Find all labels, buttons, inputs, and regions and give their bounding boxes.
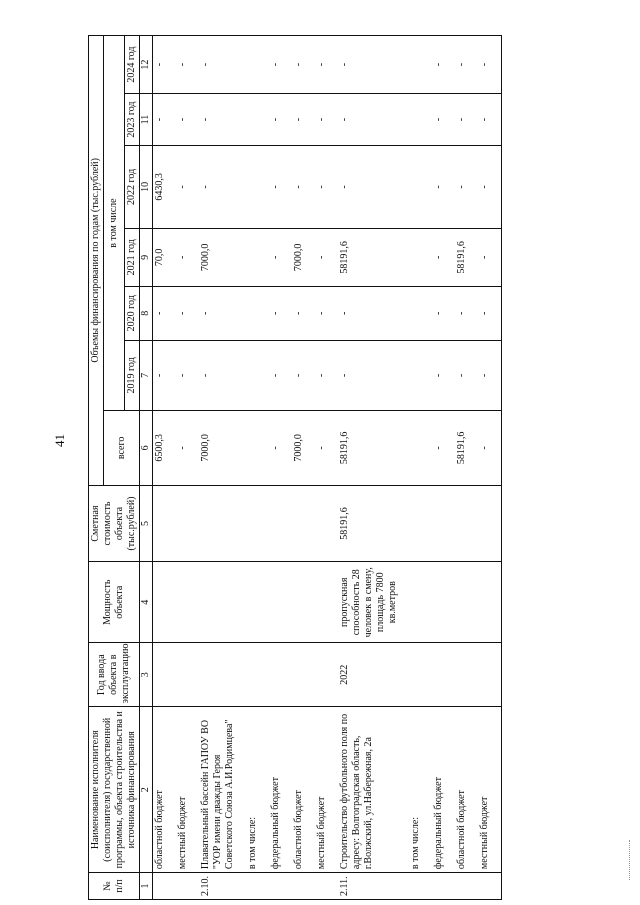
cell-cost xyxy=(432,485,455,562)
cell-year-value: - xyxy=(478,228,502,286)
cell-capacity xyxy=(315,562,338,643)
cell-year-value: - xyxy=(199,145,246,228)
table-row xyxy=(455,36,478,900)
cell-year xyxy=(455,643,478,707)
cell-cost xyxy=(315,485,338,562)
cell-year-value xyxy=(409,286,432,340)
cell-year-value: - xyxy=(338,94,409,146)
cell-year-value: - xyxy=(432,36,455,94)
cell-year-value: - xyxy=(432,145,455,228)
cell-capacity xyxy=(199,562,246,643)
cell-capacity xyxy=(153,562,177,643)
cell-year-value: - xyxy=(269,340,292,410)
cell-name: областной бюджет xyxy=(153,707,177,873)
cell-num xyxy=(478,873,502,900)
cell-total: 6500,3 xyxy=(153,411,177,486)
table-row xyxy=(176,36,199,900)
cell-total xyxy=(409,411,432,486)
cell-year-value: - xyxy=(478,36,502,94)
cell-year xyxy=(153,643,177,707)
cell-year-value xyxy=(409,228,432,286)
cell-year xyxy=(246,643,269,707)
col-number: 3 xyxy=(140,643,153,707)
header-cost: Сметная стоимость объекта (тыс.рублей) xyxy=(89,485,140,562)
table-body xyxy=(153,36,502,900)
cell-year-value: - xyxy=(176,36,199,94)
cell-year-value: - xyxy=(153,36,177,94)
cell-num: 2.10. xyxy=(199,873,246,900)
financing-table xyxy=(88,35,502,900)
cell-year-value: - xyxy=(455,286,478,340)
cell-name: областной бюджет xyxy=(455,707,478,873)
cell-year-value: - xyxy=(292,340,315,410)
cell-year-value: - xyxy=(338,145,409,228)
cell-num xyxy=(269,873,292,900)
cell-year-value: - xyxy=(292,94,315,146)
cell-year-value: - xyxy=(199,340,246,410)
cell-year-value: - xyxy=(269,228,292,286)
col-number: 9 xyxy=(140,228,153,286)
cell-cost xyxy=(199,485,246,562)
cell-year-value xyxy=(246,340,269,410)
table-row xyxy=(478,36,502,900)
cell-year-value: - xyxy=(432,228,455,286)
table-row xyxy=(246,36,269,900)
cell-total: 7000,0 xyxy=(292,411,315,486)
table-row xyxy=(409,36,432,900)
cell-year-value: - xyxy=(338,36,409,94)
cell-year-value: - xyxy=(153,286,177,340)
cell-year-value xyxy=(409,340,432,410)
cell-name: областной бюджет xyxy=(292,707,315,873)
header-2019: 2019 год xyxy=(125,340,140,410)
cell-capacity xyxy=(432,562,455,643)
cell-year-value: - xyxy=(292,286,315,340)
cell-year-value: 70,0 xyxy=(153,228,177,286)
cell-year-value: - xyxy=(269,145,292,228)
cell-cost xyxy=(455,485,478,562)
cell-year-value: - xyxy=(455,36,478,94)
header-2024: 2024 год xyxy=(125,36,140,94)
cell-name: Плавательный бассейн ГАПОУ ВО "УОР имени дважды Героя Советского Союза А.И.Родимцева" xyxy=(199,707,246,873)
table-row xyxy=(269,36,292,900)
cell-year-value: - xyxy=(338,286,409,340)
cell-year-value: - xyxy=(455,94,478,146)
column-number-row xyxy=(140,36,153,900)
cell-cost xyxy=(176,485,199,562)
cell-year-value xyxy=(409,145,432,228)
cell-year-value: - xyxy=(455,340,478,410)
cell-name: в том числе: xyxy=(246,707,269,873)
cell-year-value: - xyxy=(315,36,338,94)
cell-num xyxy=(315,873,338,900)
cell-name: Строительство футбольного поля по адресу: Волгоградская область, г.Волжский, ул.Набережная, 2а xyxy=(338,707,409,873)
cell-cost: 58191,6 xyxy=(338,485,409,562)
cell-cost xyxy=(153,485,177,562)
header-2021: 2021 год xyxy=(125,228,140,286)
cell-cost xyxy=(409,485,432,562)
cell-capacity xyxy=(455,562,478,643)
table-row xyxy=(338,36,409,900)
header-funding: Объемы финансирования по годам (тыс.рублей) xyxy=(89,36,104,486)
col-number: 10 xyxy=(140,145,153,228)
cell-total: - xyxy=(432,411,455,486)
cell-year-value: - xyxy=(478,286,502,340)
table-row xyxy=(432,36,455,900)
col-number: 1 xyxy=(140,873,153,900)
col-number: 6 xyxy=(140,411,153,486)
cell-capacity xyxy=(176,562,199,643)
table-row xyxy=(153,36,177,900)
cell-year-value xyxy=(246,145,269,228)
cell-capacity xyxy=(478,562,502,643)
cell-year-value: 7000,0 xyxy=(292,228,315,286)
cell-total: - xyxy=(269,411,292,486)
cell-year-value: - xyxy=(292,145,315,228)
cell-year xyxy=(315,643,338,707)
cell-total: 58191,6 xyxy=(338,411,409,486)
cell-total: 58191,6 xyxy=(455,411,478,486)
header-capacity: Мощность объекта xyxy=(89,562,140,643)
rotated-table-container xyxy=(88,35,568,900)
cell-year-value xyxy=(409,94,432,146)
cell-year xyxy=(176,643,199,707)
cell-year-value: - xyxy=(176,286,199,340)
cell-cost xyxy=(292,485,315,562)
cell-year-value: - xyxy=(153,340,177,410)
cell-year-value: - xyxy=(478,145,502,228)
table-row xyxy=(315,36,338,900)
header-year: Год ввода объекта в эксплуатацию xyxy=(89,643,140,707)
col-number: 8 xyxy=(140,286,153,340)
cell-num xyxy=(246,873,269,900)
cell-year xyxy=(432,643,455,707)
header-including: в том числе xyxy=(104,36,125,411)
col-number: 5 xyxy=(140,485,153,562)
cell-year-value: - xyxy=(315,145,338,228)
cell-year-value: - xyxy=(199,286,246,340)
col-number: 11 xyxy=(140,94,153,146)
col-number: 4 xyxy=(140,562,153,643)
cell-year xyxy=(292,643,315,707)
cell-num xyxy=(409,873,432,900)
cell-year-value xyxy=(246,286,269,340)
cell-num xyxy=(432,873,455,900)
table-row xyxy=(292,36,315,900)
cell-year-value: - xyxy=(199,94,246,146)
cell-num: 2.11. xyxy=(338,873,409,900)
cell-year-value: - xyxy=(176,94,199,146)
cell-year-value xyxy=(409,36,432,94)
cell-year-value: - xyxy=(315,228,338,286)
cell-name: местный бюджет xyxy=(478,707,502,873)
cell-year-value: - xyxy=(315,94,338,146)
cell-capacity xyxy=(292,562,315,643)
cell-year-value: - xyxy=(432,94,455,146)
cell-year-value: 6430,3 xyxy=(153,145,177,228)
cell-year-value: - xyxy=(315,286,338,340)
cell-name: федеральный бюджет xyxy=(432,707,455,873)
cell-num xyxy=(176,873,199,900)
cell-num xyxy=(292,873,315,900)
cell-capacity xyxy=(269,562,292,643)
cell-total: 7000,0 xyxy=(199,411,246,486)
cell-year-value: - xyxy=(432,340,455,410)
cell-year-value: 58191,6 xyxy=(338,228,409,286)
header-total: всего xyxy=(104,411,140,486)
cell-num xyxy=(455,873,478,900)
header-name: Наименование исполнителя (соисполнителя) государственной программы, объекта строительства и источника финансирования xyxy=(89,707,140,873)
cell-year-value: - xyxy=(199,36,246,94)
cell-year xyxy=(409,643,432,707)
col-number: 2 xyxy=(140,707,153,873)
cell-cost xyxy=(246,485,269,562)
cell-year-value xyxy=(246,36,269,94)
cell-num xyxy=(153,873,177,900)
header-2023: 2023 год xyxy=(125,94,140,146)
page-number: 41 xyxy=(52,434,67,447)
cell-year xyxy=(269,643,292,707)
cell-year-value: - xyxy=(176,340,199,410)
header-2022: 2022 год xyxy=(125,145,140,228)
cell-year-value xyxy=(246,94,269,146)
cell-name: федеральный бюджет xyxy=(269,707,292,873)
cell-year xyxy=(199,643,246,707)
cell-year-value: - xyxy=(176,228,199,286)
col-number: 12 xyxy=(140,36,153,94)
cell-year xyxy=(478,643,502,707)
cell-name: в том числе: xyxy=(409,707,432,873)
cell-year-value: - xyxy=(269,286,292,340)
cell-total xyxy=(246,411,269,486)
header-num: № п/п xyxy=(89,873,140,900)
cell-cost xyxy=(478,485,502,562)
cell-year-value: - xyxy=(338,340,409,410)
cell-year-value: 58191,6 xyxy=(455,228,478,286)
cell-capacity xyxy=(246,562,269,643)
cell-total: - xyxy=(478,411,502,486)
cell-year-value: - xyxy=(153,94,177,146)
cell-year-value: - xyxy=(269,94,292,146)
cell-year-value xyxy=(246,228,269,286)
cell-year-value: - xyxy=(269,36,292,94)
cell-total: - xyxy=(315,411,338,486)
cell-year-value: - xyxy=(478,340,502,410)
cell-year-value: - xyxy=(176,145,199,228)
cell-cost xyxy=(269,485,292,562)
cell-year-value: - xyxy=(455,145,478,228)
cell-name: местный бюджет xyxy=(315,707,338,873)
table-row xyxy=(199,36,246,900)
cell-year: 2022 xyxy=(338,643,409,707)
scan-mark xyxy=(629,840,632,880)
cell-year-value: - xyxy=(478,94,502,146)
cell-capacity: пропускная способность 28 человек в смену, площадь 7800 кв.метров xyxy=(338,562,409,643)
header-2020: 2020 год xyxy=(125,286,140,340)
cell-year-value: - xyxy=(292,36,315,94)
cell-capacity xyxy=(409,562,432,643)
cell-total: - xyxy=(176,411,199,486)
cell-year-value: - xyxy=(432,286,455,340)
cell-year-value: 7000,0 xyxy=(199,228,246,286)
cell-year-value: - xyxy=(315,340,338,410)
cell-name: местный бюджет xyxy=(176,707,199,873)
col-number: 7 xyxy=(140,340,153,410)
